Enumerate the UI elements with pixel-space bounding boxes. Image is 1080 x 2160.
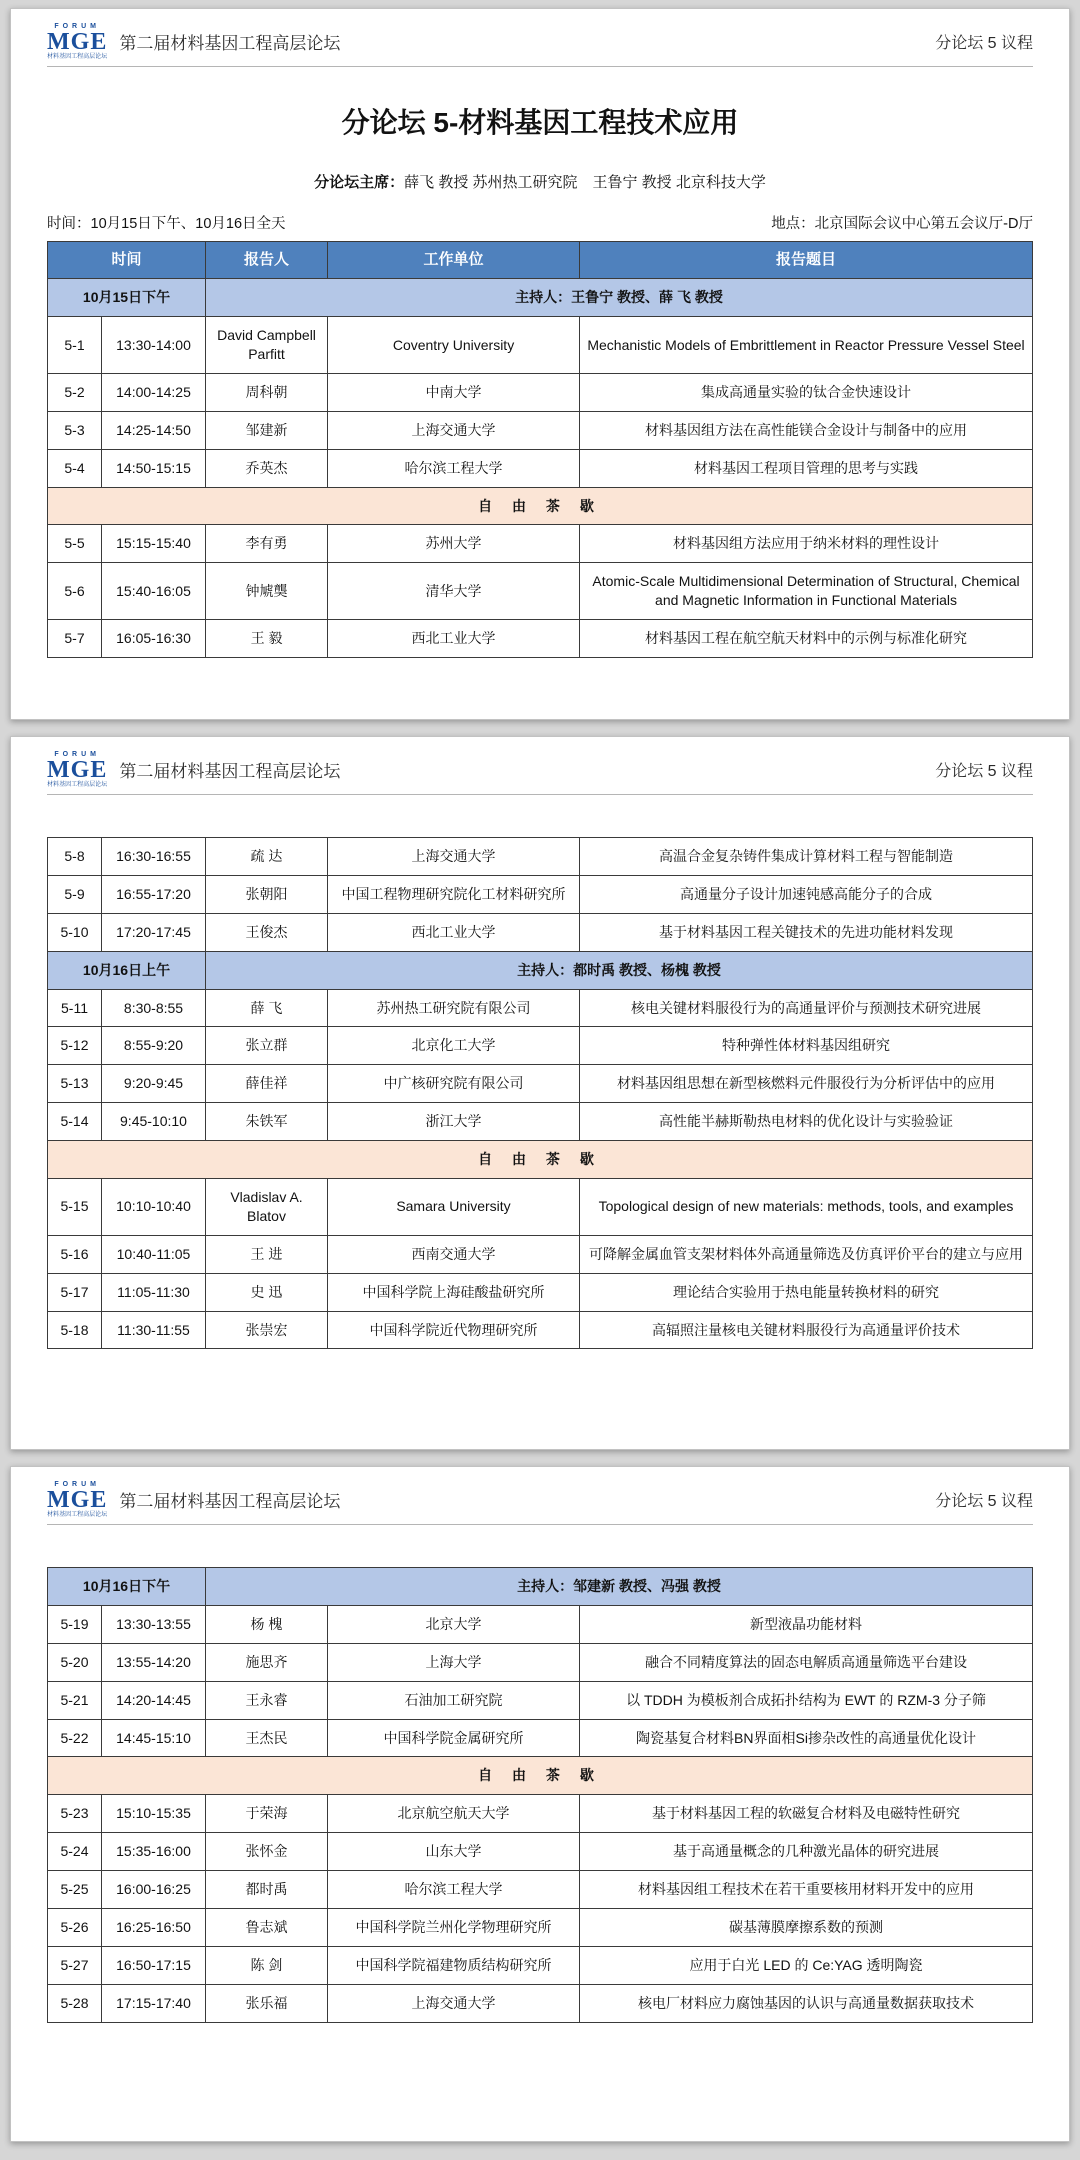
talk-org-cell: 石油加工研究院: [328, 1681, 580, 1719]
talk-speaker-cell: 疏 达: [206, 838, 328, 876]
talk-row: [48, 1946, 1033, 1984]
chairs-text: 薛飞 教授 苏州热工研究院 王鲁宁 教授 北京科技大学: [404, 174, 766, 191]
talk-speaker-cell: 薛 飞: [206, 989, 328, 1027]
talk-row: [48, 525, 1033, 563]
logo-mge-text: MGE: [47, 1487, 108, 1513]
tea-break-row: [48, 1141, 1033, 1179]
program-table-page-2: [47, 837, 1033, 1349]
talk-time-cell: 14:45-15:10: [102, 1719, 206, 1757]
mge-logo: [47, 23, 107, 60]
program-table-page-1: [47, 241, 1033, 658]
talk-speaker-cell: 于荣海: [206, 1795, 328, 1833]
talk-time-cell: 14:50-15:15: [102, 449, 206, 487]
talk-title-cell: 以 TDDH 为模板剂合成拓扑结构为 EWT 的 RZM-3 分子筛: [580, 1681, 1033, 1719]
talk-speaker-cell: 朱铁军: [206, 1103, 328, 1141]
talk-id-cell: 5-3: [48, 411, 102, 449]
talk-id-cell: 5-17: [48, 1273, 102, 1311]
talk-org-cell: 上海交通大学: [328, 1984, 580, 2022]
talk-id-cell: 5-2: [48, 373, 102, 411]
talk-org-cell: 北京大学: [328, 1605, 580, 1643]
talk-time-cell: 15:35-16:00: [102, 1833, 206, 1871]
talk-time-cell: 14:20-14:45: [102, 1681, 206, 1719]
talk-speaker-cell: 乔英杰: [206, 449, 328, 487]
talk-title-cell: 核电厂材料应力腐蚀基因的认识与高通量数据获取技术: [580, 1984, 1033, 2022]
talk-time-cell: 8:55-9:20: [102, 1027, 206, 1065]
talk-id-cell: 5-9: [48, 875, 102, 913]
talk-id-cell: 5-28: [48, 1984, 102, 2022]
talk-speaker-cell: 杨 槐: [206, 1605, 328, 1643]
talk-title-cell: 材料基因工程在航空航天材料中的示例与标准化研究: [580, 620, 1033, 658]
talk-row: [48, 563, 1033, 620]
location-info: 地点：北京国际会议中心第五会议厅-D厅: [771, 216, 1033, 232]
talk-time-cell: 9:20-9:45: [102, 1065, 206, 1103]
logo-sub-text: 材料基因工程高层论坛: [47, 782, 108, 788]
agenda-label: 分论坛 5 议程: [935, 763, 1033, 780]
table-header-row: [48, 242, 1033, 279]
talk-id-cell: 5-19: [48, 1605, 102, 1643]
talk-time-cell: 11:30-11:55: [102, 1311, 206, 1349]
talk-org-cell: 中南大学: [328, 373, 580, 411]
talk-speaker-cell: 鲁志斌: [206, 1909, 328, 1947]
talk-id-cell: 5-25: [48, 1871, 102, 1909]
talk-org-cell: 苏州热工研究院有限公司: [328, 989, 580, 1027]
forum-title: 第二届材料基因工程高层论坛: [119, 34, 341, 53]
talk-time-cell: 10:40-11:05: [102, 1235, 206, 1273]
talk-id-cell: 5-4: [48, 449, 102, 487]
talk-org-cell: 中国科学院金属研究所: [328, 1719, 580, 1757]
talk-row: [48, 449, 1033, 487]
talk-title-cell: 融合不同精度算法的固态电解质高通量筛选平台建设: [580, 1643, 1033, 1681]
talk-id-cell: 5-5: [48, 525, 102, 563]
talk-row: [48, 1833, 1033, 1871]
talk-time-cell: 15:15-15:40: [102, 525, 206, 563]
program-page-2: [10, 736, 1070, 1450]
talk-row: [48, 1273, 1033, 1311]
talk-row: [48, 1179, 1033, 1236]
talk-title-cell: 基于高通量概念的几种激光晶体的研究进展: [580, 1833, 1033, 1871]
talk-speaker-cell: 周科朝: [206, 373, 328, 411]
talk-speaker-cell: 李有勇: [206, 525, 328, 563]
talk-org-cell: Samara University: [328, 1179, 580, 1236]
talk-org-cell: 上海交通大学: [328, 838, 580, 876]
talk-time-cell: 14:25-14:50: [102, 411, 206, 449]
talk-row: [48, 1984, 1033, 2022]
tea-break-row: [48, 487, 1033, 525]
talk-row: [48, 1065, 1033, 1103]
tea-break-label: 自 由 茶 歇: [48, 1141, 1033, 1179]
page-header: [47, 23, 1033, 67]
talk-row: [48, 411, 1033, 449]
talk-org-cell: 浙江大学: [328, 1103, 580, 1141]
talk-title-cell: 高辐照注量核电关键材料服役行为高通量评价技术: [580, 1311, 1033, 1349]
talk-time-cell: 13:30-14:00: [102, 317, 206, 374]
talk-row: [48, 1235, 1033, 1273]
talk-row: [48, 317, 1033, 374]
forum-title: 第二届材料基因工程高层论坛: [119, 1492, 341, 1511]
talk-row: [48, 1795, 1033, 1833]
talk-row: [48, 373, 1033, 411]
talk-title-cell: 应用于白光 LED 的 Ce:YAG 透明陶瓷: [580, 1946, 1033, 1984]
talk-title-cell: 材料基因组工程技术在若干重要核用材料开发中的应用: [580, 1871, 1033, 1909]
talk-title-cell: 基于材料基因工程的软磁复合材料及电磁特性研究: [580, 1795, 1033, 1833]
talk-id-cell: 5-22: [48, 1719, 102, 1757]
talk-id-cell: 5-14: [48, 1103, 102, 1141]
talk-id-cell: 5-15: [48, 1179, 102, 1236]
agenda-label: 分论坛 5 议程: [935, 1493, 1033, 1510]
talk-speaker-cell: 张朝阳: [206, 875, 328, 913]
talk-id-cell: 5-26: [48, 1909, 102, 1947]
talk-org-cell: 哈尔滨工程大学: [328, 449, 580, 487]
talk-speaker-cell: 薛佳祥: [206, 1065, 328, 1103]
session-chairs-cell: 主持人：王鲁宁 教授、薛 飞 教授: [206, 279, 1033, 317]
talk-row: [48, 1681, 1033, 1719]
talk-id-cell: 5-20: [48, 1643, 102, 1681]
talk-time-cell: 9:45-10:10: [102, 1103, 206, 1141]
talk-speaker-cell: 王 毅: [206, 620, 328, 658]
talk-org-cell: Coventry University: [328, 317, 580, 374]
talk-time-cell: 13:55-14:20: [102, 1643, 206, 1681]
talk-title-cell: 高性能半赫斯勒热电材料的优化设计与实验验证: [580, 1103, 1033, 1141]
talk-title-cell: 集成高通量实验的钛合金快速设计: [580, 373, 1033, 411]
talk-org-cell: 清华大学: [328, 563, 580, 620]
logo-forum-text: FORUM: [54, 1481, 100, 1488]
session-date-cell: 10月16日下午: [48, 1568, 206, 1606]
talk-speaker-cell: 王 进: [206, 1235, 328, 1273]
talk-org-cell: 中国科学院近代物理研究所: [328, 1311, 580, 1349]
talk-row: [48, 989, 1033, 1027]
talk-row: [48, 875, 1033, 913]
talk-time-cell: 8:30-8:55: [102, 989, 206, 1027]
tea-break-label: 自 由 茶 歇: [48, 487, 1033, 525]
forum-title: 第二届材料基因工程高层论坛: [119, 762, 341, 781]
talk-speaker-cell: 都时禹: [206, 1871, 328, 1909]
mge-logo: [47, 1481, 107, 1518]
logo-forum-text: FORUM: [54, 23, 100, 30]
talk-id-cell: 5-10: [48, 913, 102, 951]
talk-id-cell: 5-21: [48, 1681, 102, 1719]
session-date-cell: 10月16日上午: [48, 951, 206, 989]
subforum-title: 分论坛 5-材料基因工程技术应用: [341, 107, 739, 138]
talk-title-cell: 高通量分子设计加速钝感高能分子的合成: [580, 875, 1033, 913]
talk-org-cell: 中国科学院福建物质结构研究所: [328, 1946, 580, 1984]
logo-forum-text: FORUM: [54, 751, 100, 758]
col-header-speaker: 报告人: [206, 242, 328, 279]
page-header: [47, 1481, 1033, 1525]
tea-break-row: [48, 1757, 1033, 1795]
mge-logo: [47, 751, 107, 788]
logo-sub-text: 材料基因工程高层论坛: [47, 54, 108, 60]
chairs-label: 分论坛主席：: [314, 174, 405, 191]
talk-org-cell: 西南交通大学: [328, 1235, 580, 1273]
chairs-line: [47, 171, 1033, 192]
talk-speaker-cell: 钟虓龑: [206, 563, 328, 620]
agenda-label: 分论坛 5 议程: [935, 35, 1033, 52]
talk-org-cell: 哈尔滨工程大学: [328, 1871, 580, 1909]
logo-mge-text: MGE: [47, 757, 108, 783]
talk-row: [48, 913, 1033, 951]
talk-row: [48, 1719, 1033, 1757]
talk-id-cell: 5-23: [48, 1795, 102, 1833]
talk-row: [48, 1871, 1033, 1909]
talk-time-cell: 17:20-17:45: [102, 913, 206, 951]
talk-title-cell: Topological design of new materials: methods, tools, and examples: [580, 1179, 1033, 1236]
talk-time-cell: 16:00-16:25: [102, 1871, 206, 1909]
talk-id-cell: 5-12: [48, 1027, 102, 1065]
talk-speaker-cell: 史 迅: [206, 1273, 328, 1311]
session-date-cell: 10月15日下午: [48, 279, 206, 317]
info-line: [47, 212, 1033, 233]
time-info: 时间：10月15日下午、10月16日全天: [47, 216, 286, 232]
talk-org-cell: 中国科学院兰州化学物理研究所: [328, 1909, 580, 1947]
talk-org-cell: 北京航空航天大学: [328, 1795, 580, 1833]
talk-time-cell: 16:55-17:20: [102, 875, 206, 913]
talk-id-cell: 5-11: [48, 989, 102, 1027]
session-chairs-cell: 主持人：邹建新 教授、冯强 教授: [206, 1568, 1033, 1606]
session-chairs-cell: 主持人：都时禹 教授、杨槐 教授: [206, 951, 1033, 989]
talk-speaker-cell: 王永睿: [206, 1681, 328, 1719]
talk-speaker-cell: 张立群: [206, 1027, 328, 1065]
program-page-3: [10, 1466, 1070, 2142]
talk-speaker-cell: 张怀金: [206, 1833, 328, 1871]
logo-mge-text: MGE: [47, 29, 108, 55]
session-header-row: [48, 951, 1033, 989]
talk-id-cell: 5-18: [48, 1311, 102, 1349]
talk-id-cell: 5-27: [48, 1946, 102, 1984]
talk-title-cell: Mechanistic Models of Embrittlement in Reactor Pressure Vessel Steel: [580, 317, 1033, 374]
talk-speaker-cell: 张乐福: [206, 1984, 328, 2022]
col-header-time: 时间: [48, 242, 206, 279]
logo-sub-text: 材料基因工程高层论坛: [47, 1512, 108, 1518]
talk-speaker-cell: 邹建新: [206, 411, 328, 449]
talk-time-cell: 17:15-17:40: [102, 1984, 206, 2022]
page-header: [47, 751, 1033, 795]
talk-id-cell: 5-1: [48, 317, 102, 374]
talk-time-cell: 14:00-14:25: [102, 373, 206, 411]
talk-time-cell: 16:25-16:50: [102, 1909, 206, 1947]
talk-org-cell: 上海大学: [328, 1643, 580, 1681]
talk-speaker-cell: 施思齐: [206, 1643, 328, 1681]
talk-title-cell: 新型液晶功能材料: [580, 1605, 1033, 1643]
program-table-page-3: [47, 1567, 1033, 2023]
talk-title-cell: 材料基因组方法应用于纳米材料的理性设计: [580, 525, 1033, 563]
talk-id-cell: 5-16: [48, 1235, 102, 1273]
talk-title-cell: 理论结合实验用于热电能量转换材料的研究: [580, 1273, 1033, 1311]
talk-id-cell: 5-8: [48, 838, 102, 876]
talk-title-cell: 特种弹性体材料基因组研究: [580, 1027, 1033, 1065]
talk-title-cell: Atomic-Scale Multidimensional Determination of Structural, Chemical and Magnetic Information in Functional Materials: [580, 563, 1033, 620]
talk-title-cell: 可降解金属血管支架材料体外高通量筛选及仿真评价平台的建立与应用: [580, 1235, 1033, 1273]
talk-speaker-cell: Vladislav A. Blatov: [206, 1179, 328, 1236]
talk-org-cell: 西北工业大学: [328, 913, 580, 951]
session-header-row: [48, 279, 1033, 317]
talk-org-cell: 北京化工大学: [328, 1027, 580, 1065]
talk-speaker-cell: 陈 剑: [206, 1946, 328, 1984]
talk-row: [48, 1605, 1033, 1643]
tea-break-label: 自 由 茶 歇: [48, 1757, 1033, 1795]
talk-title-cell: 基于材料基因工程关键技术的先进功能材料发现: [580, 913, 1033, 951]
talk-speaker-cell: 王杰民: [206, 1719, 328, 1757]
talk-org-cell: 西北工业大学: [328, 620, 580, 658]
col-header-title: 报告题目: [580, 242, 1033, 279]
talk-id-cell: 5-6: [48, 563, 102, 620]
program-page-1: [10, 8, 1070, 720]
talk-org-cell: 苏州大学: [328, 525, 580, 563]
talk-speaker-cell: David Campbell Parfitt: [206, 317, 328, 374]
talk-org-cell: 中国科学院上海硅酸盐研究所: [328, 1273, 580, 1311]
talk-org-cell: 山东大学: [328, 1833, 580, 1871]
talk-speaker-cell: 王俊杰: [206, 913, 328, 951]
talk-time-cell: 15:10-15:35: [102, 1795, 206, 1833]
talk-row: [48, 1027, 1033, 1065]
talk-id-cell: 5-24: [48, 1833, 102, 1871]
talk-row: [48, 1103, 1033, 1141]
talk-time-cell: 15:40-16:05: [102, 563, 206, 620]
talk-title-cell: 陶瓷基复合材料BN界面相Si掺杂改性的高通量优化设计: [580, 1719, 1033, 1757]
talk-title-cell: 材料基因工程项目管理的思考与实践: [580, 449, 1033, 487]
talk-title-cell: 材料基因组方法在高性能镁合金设计与制备中的应用: [580, 411, 1033, 449]
talk-time-cell: 11:05-11:30: [102, 1273, 206, 1311]
talk-speaker-cell: 张崇宏: [206, 1311, 328, 1349]
talk-org-cell: 上海交通大学: [328, 411, 580, 449]
talk-title-cell: 材料基因组思想在新型核燃料元件服役行为分析评估中的应用: [580, 1065, 1033, 1103]
talk-row: [48, 838, 1033, 876]
talk-time-cell: 16:50-17:15: [102, 1946, 206, 1984]
talk-time-cell: 16:30-16:55: [102, 838, 206, 876]
talk-row: [48, 620, 1033, 658]
talk-title-cell: 高温合金复杂铸件集成计算材料工程与智能制造: [580, 838, 1033, 876]
talk-row: [48, 1643, 1033, 1681]
talk-org-cell: 中国工程物理研究院化工材料研究所: [328, 875, 580, 913]
talk-time-cell: 10:10-10:40: [102, 1179, 206, 1236]
talk-row: [48, 1311, 1033, 1349]
session-header-row: [48, 1568, 1033, 1606]
col-header-org: 工作单位: [328, 242, 580, 279]
talk-title-cell: 核电关键材料服役行为的高通量评价与预测技术研究进展: [580, 989, 1033, 1027]
talk-row: [48, 1909, 1033, 1947]
talk-time-cell: 13:30-13:55: [102, 1605, 206, 1643]
talk-time-cell: 16:05-16:30: [102, 620, 206, 658]
talk-id-cell: 5-13: [48, 1065, 102, 1103]
talk-title-cell: 碳基薄膜摩擦系数的预测: [580, 1909, 1033, 1947]
talk-org-cell: 中广核研究院有限公司: [328, 1065, 580, 1103]
talk-id-cell: 5-7: [48, 620, 102, 658]
